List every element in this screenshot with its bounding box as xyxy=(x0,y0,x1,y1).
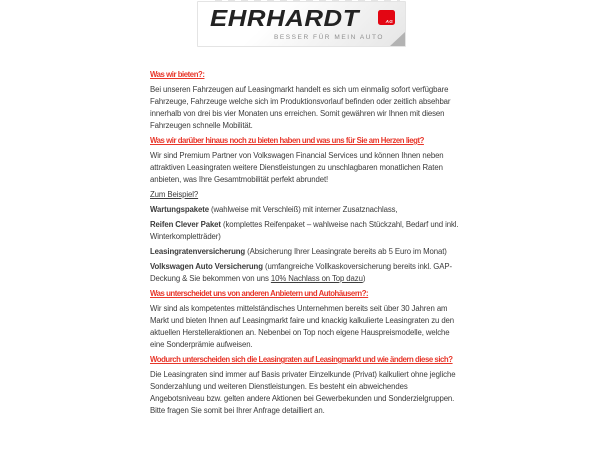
body-text: (wahlweise mit Verschleiß) mit interner Zusatznachlass, xyxy=(208,205,398,214)
document-body xyxy=(150,69,461,420)
logo-wordmark-row xyxy=(198,2,405,32)
logo-ag-badge-icon xyxy=(378,10,395,25)
section-heading-text: Was wir darüber hinaus noch zu bieten haben und was uns für Sie am Herzen liegt? xyxy=(150,136,424,145)
section-heading-text: Was unterscheidet uns von anderen Anbietern und Autohäusern?: xyxy=(150,289,369,298)
paragraph xyxy=(150,204,461,216)
body-text: (umfangreiche Vollkaskoversicherung bereits inkl. GAP-Deckung & Sie bekommen von uns xyxy=(150,262,452,283)
paragraph xyxy=(150,84,461,132)
section-heading-text: Was wir bieten?: xyxy=(150,70,205,79)
paragraph xyxy=(150,219,461,243)
paragraph xyxy=(150,303,461,351)
body-text: Bei unseren Fahrzeugen auf Leasingmarkt handelt es sich um einmalig sofort verfügbare Fahrzeuge, Fahrzeuge welche sich im Produktionsvorlauf befinden oder zeitlich absehbar innerhalb von drei bis vier Monaten uns erreichen. Somit gewähren wir Ihnen mit diesen Fahrzeugen schnelle Mobilität. xyxy=(150,85,451,130)
body-text: (Absicherung Ihrer Leasingrate bereits ab 5 Euro im Monat) xyxy=(245,247,447,256)
bold-text: Leasingratenversicherung xyxy=(150,247,246,256)
paragraph xyxy=(150,261,461,285)
body-text: ) xyxy=(362,274,366,283)
bold-text: Wartungspakete xyxy=(150,205,209,214)
paragraph xyxy=(150,369,461,417)
logo-ag-text: AG xyxy=(385,19,393,24)
bold-text: Volkswagen Auto Versicherung xyxy=(150,262,263,271)
underlined-text: Zum Beispiel? xyxy=(150,190,199,199)
bold-text: Reifen Clever Paket xyxy=(150,220,221,229)
section-heading xyxy=(150,354,461,366)
body-text: Wir sind als kompetentes mittelständisches Unternehmen bereits seit über 30 Jahren am Markt und bieten Ihnen auf Leasingmarkt faire und knackig kalkulierte Leasingraten zu den aktuellen Herstelleraktionen an. Nebenbei on Top noch eigene Hauspreismodelle, welche eine Sonderprämie aufweisen. xyxy=(150,304,455,349)
section-heading xyxy=(150,135,461,147)
logo-tagline: BESSER FÜR MEIN AUTO xyxy=(274,34,384,41)
underlined-text: 10% Nachlass on Top dazu xyxy=(270,274,363,283)
logo-brand-name: EHRHARDT xyxy=(210,5,360,31)
folded-corner-icon xyxy=(390,32,405,46)
section-heading xyxy=(150,69,461,81)
paragraph xyxy=(150,150,461,186)
paragraph xyxy=(150,189,461,201)
body-text: Die Leasingraten sind immer auf Basis privater Einzelkunde (Privat) kalkuliert ohne jegliche Sonderzahlung und weiteren Dienstleistungen. Es besteht ein abweichendes Angebotsniveau bzw. gelten andere Aktionen bei Gewerbekunden und Sonderzielgruppen. Bitte fragen Sie somit bei Ihrer Anfrage detailliert an. xyxy=(150,370,456,415)
body-text: Wir sind Premium Partner von Volkswagen Financial Services und können Ihnen neben attraktiven Leasingraten weitere Dienstleistungen zu unschlagbaren monatlichen Raten anbieten, was Ihre Gesamtmobilität perfekt abrundet! xyxy=(150,151,444,184)
company-logo xyxy=(197,1,406,47)
paragraph xyxy=(150,246,461,258)
section-heading-text: Wodurch unterscheiden sich die Leasingraten auf Leasingmarkt und wie ändern diese sich? xyxy=(150,355,453,364)
body-text: (komplettes Reifenpaket – wahlweise nach Stückzahl, Bedarf und inkl. Winterkompletträder) xyxy=(150,220,459,241)
section-heading xyxy=(150,288,461,300)
